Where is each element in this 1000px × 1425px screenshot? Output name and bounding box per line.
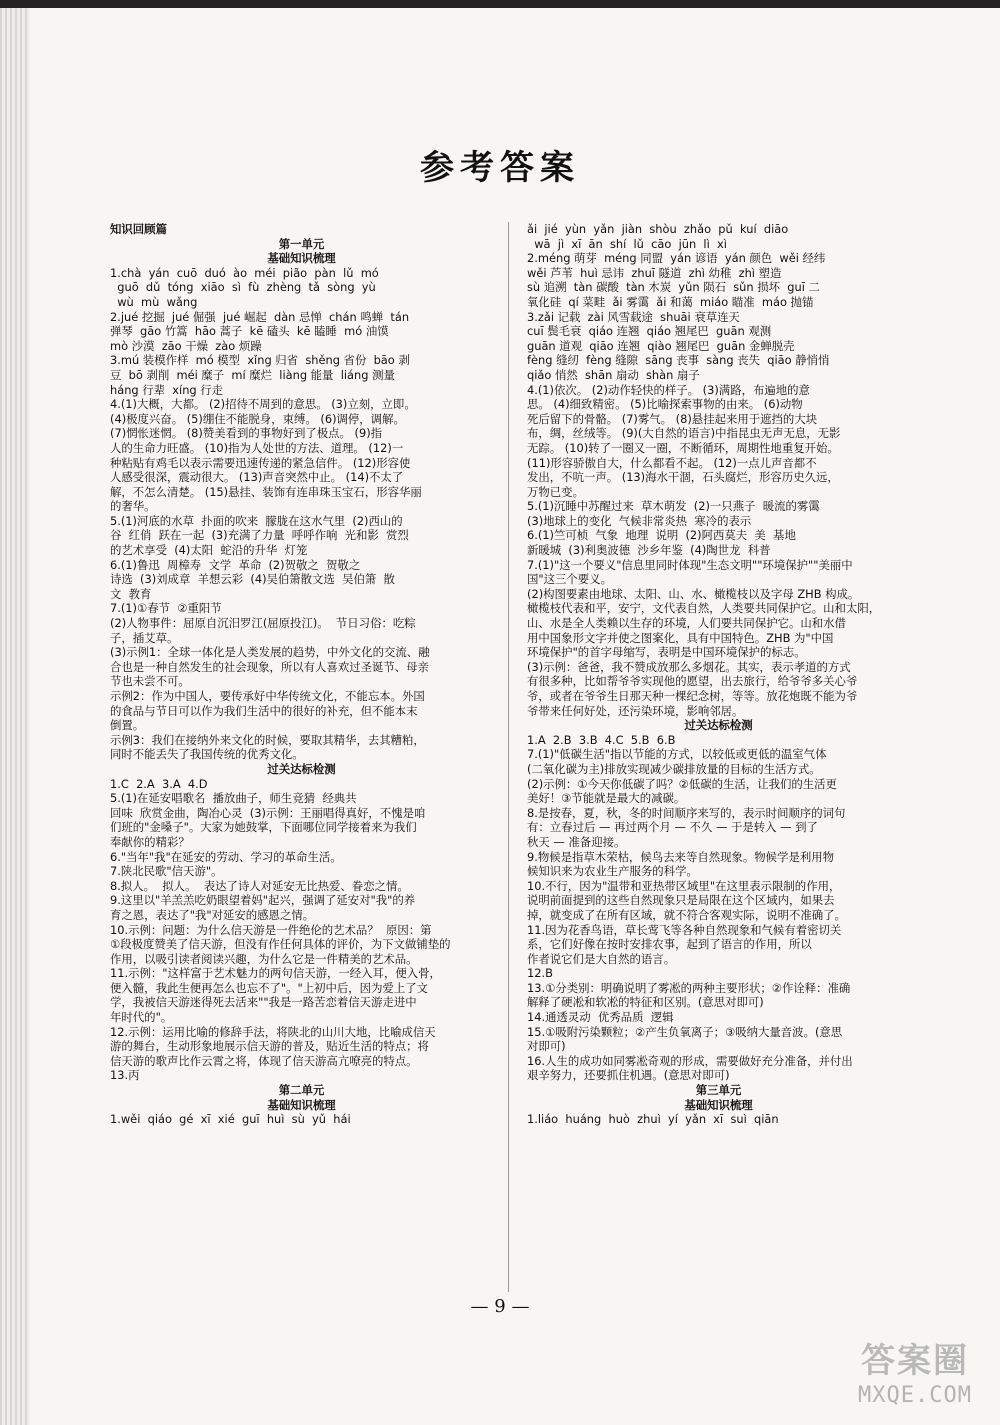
answer-line: háng 行辈 xíng 行走: [110, 382, 224, 397]
answer-line: 4.(1)大概，大都。 (2)招待不周到的意思。 (3)立刻，立即。: [110, 397, 416, 412]
answer-line: 8.拟人。 拟人。 表达了诗人对延安无比热爱、眷恋之情。: [110, 878, 409, 893]
answer-line: guō dǔ tóng xiāo sì fù zhèng tǎ sòng yù: [110, 280, 376, 295]
answer-line: 育之恩，表达了"我"对延安的感恩之情。: [110, 907, 315, 922]
answer-line: (7)惘怅迷惘。 (8)赞美看到的事物好到了极点。 (9)指: [110, 426, 383, 441]
left-column: [110, 222, 493, 1292]
answer-line: (3)示例1：全球一体化是人类发展的趋势，中外文化的交流、融: [110, 645, 430, 660]
answer-line: 艰辛努力，还要抓住机遇。(意思对即可): [527, 1068, 730, 1083]
answer-line: 美好！③节能就是最大的减碳。: [527, 791, 686, 806]
answer-line: 秋天 — 准备迎接。: [527, 834, 626, 849]
section-heading: 过关达标检测: [684, 718, 753, 733]
answer-line: 无踪。 (10)转了一圈又一圈，不断循环，周期性地重复开始。: [527, 440, 839, 455]
answer-line: 1.C 2.A 3.A 4.D: [110, 776, 208, 791]
answer-line: 信天游的歌声比作云霄之将，体现了信天游高亢嘹亮的特点。: [110, 1053, 418, 1068]
section-heading: 基础知识梳理: [267, 1097, 336, 1112]
answer-line: 12.示例：运用比喻的修辞手法，将陕北的山川大地，比喻成信天: [110, 1024, 436, 1039]
answer-line: 3.zǎi 记载 zài 风雪载途 shuāi 衰草连天: [527, 309, 740, 324]
section-heading: 第一单元: [278, 236, 325, 251]
answer-line: 1.wěi qiáo gé xī xié guī huì sù yǔ hái: [110, 1112, 351, 1127]
answer-line: (二氧化碳为主)排放实现减少碳排放量的目标的生活方式。: [527, 761, 821, 776]
answer-line: 掉，就变成了在所有区域，就不符合客观实际，说明不准确了。: [527, 907, 846, 922]
answer-line: 新暖城 (3)利奥波德 沙乡年鉴 (4)陶世龙 科普: [527, 543, 771, 558]
answer-line: 的食品与节日可以作为我们生活中的很好的补充，但不能本末: [110, 703, 418, 718]
section-heading: 第三单元: [695, 1083, 742, 1098]
column-divider: [508, 222, 509, 1292]
answer-line: 示例2：作为中国人，要传承好中华传统文化，不能忘本。外国: [110, 689, 425, 703]
answer-line: 解，不怎么清楚。 (15)悬挂、装饰有连串珠玉宝石，形容华丽: [110, 484, 422, 499]
answer-line: 7.(1)"低碳生活"指以节能的方式，以较低或更低的温室气体: [527, 747, 827, 762]
answer-line: 们班的"金嗓子"。大家为她鼓掌，下面哪位同学接着来为我们: [110, 820, 417, 835]
answer-line: 子，插艾草。: [110, 630, 179, 645]
answer-line: wěi 芦苇 huì 忌讳 zhuī 隧道 zhì 幼稚 zhì 塑造: [527, 265, 782, 280]
answer-line: 万物已变。: [527, 484, 584, 499]
answer-line: 有：立春过后 — 再过两个月 — 不久 — 于是转入 — 到了: [527, 820, 818, 835]
page-title: 参考答案: [420, 148, 580, 188]
answer-line: 说明前面提到的这些自然现象只是局限在这个区域内，如果去: [527, 893, 835, 908]
answer-line: (4)极度兴奋。 (5)绷住不能脱身，束缚。 (6)调停，调解。: [110, 411, 405, 426]
answer-line: 年时代的"。: [110, 1010, 173, 1025]
page-number: — 9 —: [470, 1296, 530, 1317]
answer-line: (2)示例：①今天你低碳了吗？②低碳的生活，让我们的生活更: [527, 776, 837, 791]
answer-line: 有很多种，比如帮爷爷实现他的愿望，出去旅行，给爷爷多关心爷: [527, 674, 858, 689]
answer-line: 4.(1)依次。 (2)动作轻快的样子。 (3)满路，布遍地的意: [527, 382, 810, 397]
answer-line: 国"这三个要义。: [527, 572, 612, 587]
answer-line: 1.A 2.B 3.B 4.C 5.B 6.B: [527, 732, 676, 747]
answer-line: 11.示例："这样富于艺术魅力的两句信天游，一经入耳，便入骨，: [110, 966, 441, 981]
answer-line: 同时不能丢失了我国传统的优秀文化。: [110, 747, 304, 762]
answer-line: 种粘贴有鸡毛以表示需要迅速传递的紧急信件。 (12)形容使: [110, 455, 411, 470]
answer-line: 系，它们好像在按时安排农事，起到了语言的作用，所以: [527, 937, 812, 952]
answer-line: 14.通透灵动 优秀品质 逻辑: [527, 1010, 674, 1025]
answer-line: cuī 鬓毛衰 qiáo 连翘 qiáo 翘尾巴 guān 观测: [527, 324, 772, 339]
answer-line: 的艺术享受 (4)太阳 蛇沿的升华 灯笼: [110, 543, 308, 558]
answer-line: 作者说它们是大自然的语言。: [527, 951, 676, 966]
answer-line: 豆 bō 剥削 méi 糜子 mí 糜烂 liàng 能量 liáng 测量: [110, 367, 395, 382]
answer-line: 学，我被信天游迷得死去活来""我是一路苦恋着信天游走进中: [110, 995, 417, 1010]
answer-line: 1.chà yán cuō duó ào méi pião pàn lǔ mó: [110, 265, 379, 280]
answer-line: 16.人生的成功如同雾凇奇观的形成，需要做好充分准备，并付出: [527, 1053, 853, 1068]
answer-line: 2.jué 挖掘 jué 倔强 jué 崛起 dàn 忌惮 chán 鸣蝉 tán: [110, 309, 410, 324]
answer-line: 10.不行，因为"温带和亚热带区域里"在这里表示限制的作用，: [527, 878, 841, 893]
answer-line: 氧化硅 qí 菜畦 ǎi 雾霭 ǎi 和蔼 miáo 瞄准 máo 抛锚: [527, 294, 814, 309]
answer-line: ①段极度赞美了信天游，但没有作任何具体的评价，为下文做铺垫的: [110, 937, 451, 952]
answer-line: 合也是一种自然发生的社会现象，所以有人喜欢过圣诞节、母亲: [110, 659, 429, 674]
answer-line: 文 教育: [110, 586, 152, 601]
part-heading: 知识回顾篇: [110, 222, 167, 236]
answer-line: 示例3：我们在接纳外来文化的时候，要取其精华，去其糟粕，: [110, 732, 425, 747]
answer-line: 11.因为花香鸟语，草长莺飞等各种自然现象和气候有着密切关: [527, 922, 842, 937]
answer-line: (3)示例：爸爸，我不赞成放那么多烟花。其实，表示孝道的方式: [527, 659, 851, 674]
answer-line: 布，绸，丝绒等。 (9)(大自然的语言)中指昆虫无声无息，无影: [527, 426, 841, 441]
answer-line: (3)地球上的变化 气候非常炎热 寒冷的表示: [527, 513, 752, 528]
answer-line: qiǎo 悄然 shān 扇动 shàn 扇子: [527, 367, 700, 382]
answer-line: (2)构图要素由地球、太阳、山、水、橄榄枝以及字母 ZHB 构成。: [527, 586, 860, 601]
scan-edge: [0, 0, 30, 1425]
answer-line: 弹琴 gāo 竹篙 hāo 蒿子 kē 磕头 kē 瞌睡 mó 油馍: [110, 324, 389, 339]
answer-line: 人感受很深，震动很大。 (13)声音突然中止。 (14)不太了: [110, 470, 404, 485]
answer-line: 10.示例：问题：为什么信天游是一件绝伦的艺术品？ 原因：第: [110, 922, 432, 937]
answer-line: guān 道观 qiāo 连翘 qiào 翘尾巴 guān 金蝉脱壳: [527, 338, 795, 353]
answer-line: sù 追溯 tàn 碳酸 tàn 木炭 yǔn 陨石 sǔn 损坏 guī 二: [527, 280, 820, 295]
watermark-mark: 答案圈: [861, 1341, 969, 1381]
answer-line: 人的生命力旺盛。 (10)指为人处世的方法、道理。 (12)一: [110, 440, 404, 455]
answer-line: 诗选 (3)刘成章 羊想云彩 (4)吴伯箫散文选 吴伯箫 散: [110, 572, 395, 587]
answer-line: 用中国象形文字并使之图案化，具有中国特色。ZHB 为"中国: [527, 630, 834, 645]
answer-line: 13.①分类别：明确说明了雾凇的两种主要形状；②作诠释：准确: [527, 980, 851, 995]
answer-line: 便入髓，我此生便再怎么也忘不了"。"上初中后，因为爱上了文: [110, 980, 429, 995]
right-column: [527, 222, 910, 1292]
answer-line: 8.是按春，夏，秋，冬的时间顺序来写的，表示时间顺序的词句: [527, 805, 846, 820]
answer-line: (2)人物事件：屈原自沉汨罗江(屈原投江)。 节日习俗：吃粽: [110, 616, 416, 631]
answer-line: 15.①吸附污染颗粒；②产生负氧离子；③吸纳大量音波。(意思: [527, 1024, 843, 1039]
answer-line: 1.liáo huáng huò zhuì yí yǎn xī suì qiān: [527, 1112, 779, 1127]
answer-line: wù mù wǎng: [110, 294, 198, 309]
answer-line: 2.méng 萌芽 méng 同盟 yán 谚语 yán 颜色 wěi 经纬: [527, 251, 826, 266]
answer-line: 环境保护"的首字母缩写，表明是中国环境保护的标志。: [527, 645, 806, 660]
answer-line: 死后留下的骨骼。 (7)雾气。 (8)悬挂起来用于遮挡的大块: [527, 411, 818, 426]
top-border: [0, 0, 1000, 8]
answer-line: 6.(1)鲁迅 周樟寿 文学 革命 (2)贺敬之 贺敬之: [110, 557, 361, 572]
watermark-logo: [840, 1339, 990, 1419]
section-heading: 基础知识梳理: [267, 251, 336, 266]
answer-line: 节也未尝不可。: [110, 674, 190, 689]
section-heading: 过关达标检测: [267, 761, 336, 776]
answer-line: 7.(1)"这一个要义"信息里同时体现"生态文明""环境保护""美丽中: [527, 557, 853, 572]
answer-line: 解释了硬凇和软凇的特征和区别。(意思对即可): [527, 995, 764, 1010]
answer-line: wā jì xī ān shí lǔ cāo jūn lì xì: [527, 236, 727, 251]
answer-line: fèng 缝纫 fèng 缝隙 sāng 丧事 sàng 丧失 qiāo 静悄悄: [527, 353, 830, 368]
answer-line: 12.B: [527, 966, 553, 981]
answer-line: (11)形容骄傲自大，什么都看不起。 (12)一点儿声音都不: [527, 455, 817, 470]
answer-line: 作用，以吸引读者阅读兴趣，为什么它是一件精美的艺术品。: [110, 951, 418, 966]
answer-line: 5.(1)沉睡中苏醒过来 草木萌发 (2)一只燕子 暖流的雾霭: [527, 499, 820, 514]
answer-line: 对即可): [527, 1039, 566, 1054]
answer-line: 候知识来为农业生产服务的科学。: [527, 864, 698, 879]
answer-line: 5.(1)在延安唱歌名 播放曲子，师生竞猜 经典共: [110, 791, 357, 806]
answer-line: 6."当年"我"在延安的劳动、学习的革命生活。: [110, 849, 342, 864]
answer-line: 思。 (4)细致精密。 (5)比喻探索事物的由来。 (6)动物: [527, 397, 803, 412]
answer-line: 山、水是全人类赖以生存的环境，人们要共同保护它。山和水借: [527, 616, 846, 631]
answer-line: 7.陕北民歌"信天游"。: [110, 864, 223, 879]
answer-line: 爷，或者在爷爷生日那天种一棵纪念树，等等。放花炮既不能为爷: [527, 689, 858, 703]
answer-line: 谷 红俏 跃在一起 (3)充满了力量 呼呼作响 光和影 赏烈: [110, 528, 409, 543]
watermark-url: MXQE.COM: [858, 1383, 972, 1408]
answer-line: 倒置。: [110, 718, 145, 733]
answer-line: 13.丙: [110, 1068, 140, 1083]
answer-line: 9.物候是指草木荣枯，候鸟去来等自然现象。物候学是利用物: [527, 849, 835, 864]
answer-line: 7.(1)①春节 ②重阳节: [110, 601, 222, 616]
answer-line: ǎi jié yùn yǎn jiàn shòu zhǎo pǔ kuí diāo: [527, 222, 789, 236]
answer-line: 的奢华。: [110, 499, 156, 514]
answer-line: 奉献你的精彩？: [110, 834, 190, 849]
answer-line: 爷带来任何好处，还污染环境，影响邻居。: [527, 703, 744, 718]
answer-line: 5.(1)河底的水草 扑面的吹来 朦胧在这水气里 (2)西山的: [110, 513, 403, 528]
answer-line: mò 沙漠 zāo 干燥 zào 烦躁: [110, 338, 262, 353]
answer-line: 游的舞台，生动形象地展示信天游的普及，贴近生活的特点；将: [110, 1039, 429, 1054]
answer-line: 回味 欣赏金曲，陶冶心灵 (3)示例：王丽唱得真好，不愧是咱: [110, 805, 426, 820]
answer-line: 3.mú 装模作样 mó 模型 xǐng 归省 shěng 省份 bāo 剥: [110, 353, 410, 368]
section-heading: 第二单元: [278, 1083, 325, 1098]
answer-line: 6.(1)竺可桢 气象 地理 说明 (2)阿西莫夫 美 基地: [527, 528, 796, 543]
answer-line: 9.这里以"羊羔羔吃奶眼望着妈"起兴，强调了延安对"我"的养: [110, 893, 416, 908]
section-heading: 基础知识梳理: [684, 1097, 753, 1112]
answer-line: 发出，不吭一声。 (13)海水干涸，石头腐烂，形容历史久远，: [527, 470, 839, 485]
answer-line: 橄榄枝代表和平，安宁，文代表自然，人类要共同保护它。山和太阳，: [527, 601, 881, 616]
